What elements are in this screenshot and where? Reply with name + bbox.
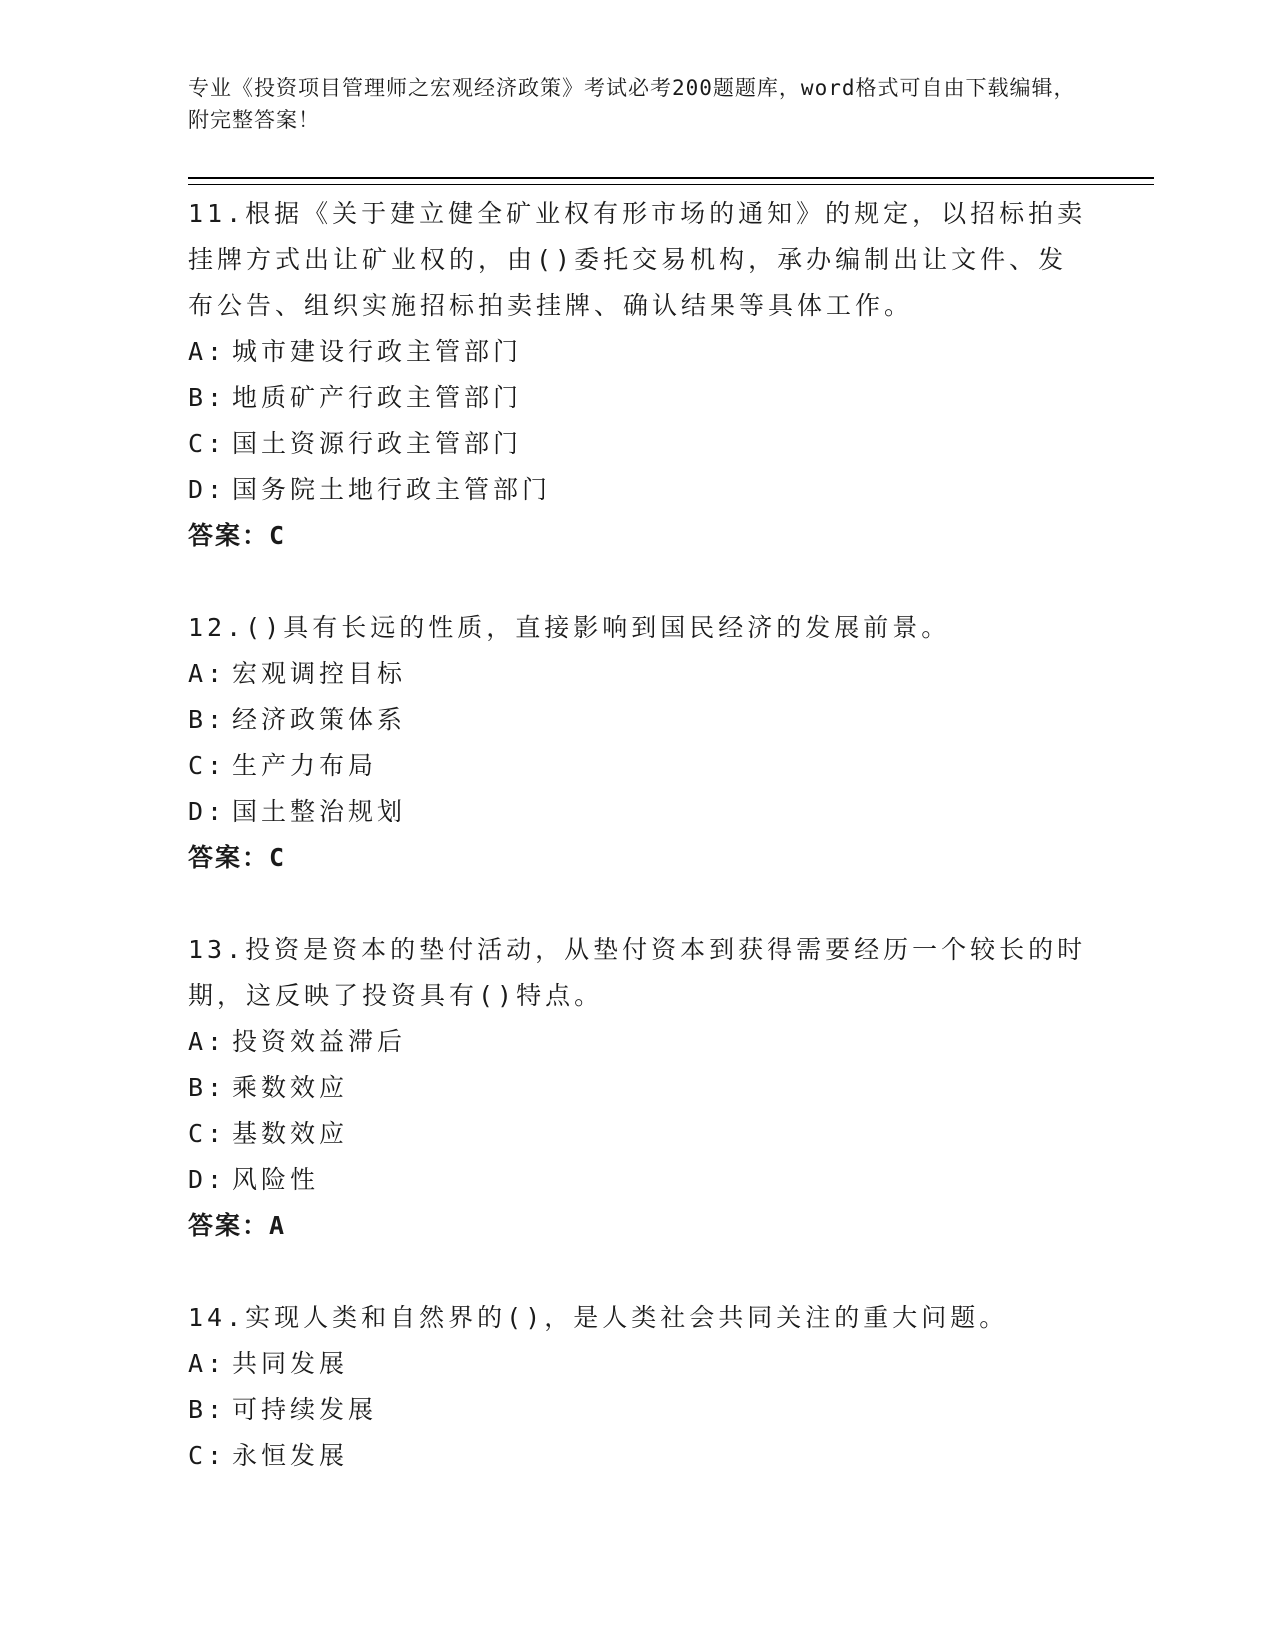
option-text: 地质矿产行政主管部门 bbox=[232, 383, 523, 412]
option-text: 国土资源行政主管部门 bbox=[232, 429, 523, 458]
option-letter: D: bbox=[188, 475, 227, 504]
option-a bbox=[188, 1341, 1088, 1387]
option-c bbox=[188, 1111, 1088, 1157]
option-text: 可持续发展 bbox=[232, 1395, 378, 1424]
document-header bbox=[188, 72, 1088, 136]
option-text: 乘数效应 bbox=[232, 1073, 349, 1102]
option-letter: A: bbox=[188, 337, 227, 366]
option-text: 投资效益滞后 bbox=[232, 1027, 407, 1056]
option-text: 城市建设行政主管部门 bbox=[232, 337, 523, 366]
option-a bbox=[188, 329, 1088, 375]
question-stem: 11.根据《关于建立健全矿业权有形市场的通知》的规定，以招标拍卖挂牌方式出让矿业权的，由()委托交易机构，承办编制出让文件、发布公告、组织实施招标拍卖挂牌、确认结果等具体工作。 bbox=[188, 199, 1087, 320]
document-title: 专业《投资项目管理师之宏观经济政策》考试必考200题题库，word格式可自由下载编辑，附完整答案！ bbox=[188, 76, 1076, 132]
option-text: 基数效应 bbox=[232, 1119, 349, 1148]
option-letter: B: bbox=[188, 1395, 227, 1424]
question-stem: 14.实现人类和自然界的()，是人类社会共同关注的重大问题。 bbox=[188, 1303, 1009, 1332]
option-c bbox=[188, 1433, 1088, 1479]
option-d bbox=[188, 1157, 1088, 1203]
question-stem: 12.()具有长远的性质，直接影响到国民经济的发展前景。 bbox=[188, 613, 951, 642]
question-list bbox=[188, 191, 1088, 1525]
option-d bbox=[188, 467, 1088, 513]
option-a bbox=[188, 1019, 1088, 1065]
question-11 bbox=[188, 191, 1088, 559]
option-b bbox=[188, 1065, 1088, 1111]
option-a bbox=[188, 651, 1088, 697]
option-d bbox=[188, 789, 1088, 835]
option-text: 共同发展 bbox=[232, 1349, 349, 1378]
option-text: 生产力布局 bbox=[232, 751, 378, 780]
header-rule-thin bbox=[188, 184, 1154, 185]
option-letter: C: bbox=[188, 1441, 227, 1470]
option-letter: B: bbox=[188, 383, 227, 412]
option-letter: B: bbox=[188, 705, 227, 734]
question-14 bbox=[188, 1295, 1088, 1479]
option-letter: A: bbox=[188, 1349, 227, 1378]
option-letter: C: bbox=[188, 429, 227, 458]
option-c bbox=[188, 743, 1088, 789]
option-letter: D: bbox=[188, 797, 227, 826]
option-text: 国土整治规划 bbox=[232, 797, 407, 826]
option-text: 国务院土地行政主管部门 bbox=[232, 475, 552, 504]
answer-line: 答案：C bbox=[188, 843, 287, 872]
question-13 bbox=[188, 927, 1088, 1249]
option-b bbox=[188, 1387, 1088, 1433]
option-text: 宏观调控目标 bbox=[232, 659, 407, 688]
answer-line: 答案：C bbox=[188, 521, 287, 550]
option-letter: D: bbox=[188, 1165, 227, 1194]
header-rule-thick bbox=[188, 177, 1154, 179]
option-letter: B: bbox=[188, 1073, 227, 1102]
option-letter: C: bbox=[188, 1119, 227, 1148]
option-text: 经济政策体系 bbox=[232, 705, 407, 734]
option-letter: A: bbox=[188, 1027, 227, 1056]
question-stem: 13.投资是资本的垫付活动，从垫付资本到获得需要经历一个较长的时期，这反映了投资具有()特点。 bbox=[188, 935, 1087, 1010]
question-12 bbox=[188, 605, 1088, 881]
option-text: 永恒发展 bbox=[232, 1441, 349, 1470]
option-text: 风险性 bbox=[232, 1165, 320, 1194]
answer-line: 答案：A bbox=[188, 1211, 287, 1240]
option-letter: C: bbox=[188, 751, 227, 780]
option-c bbox=[188, 421, 1088, 467]
option-b bbox=[188, 375, 1088, 421]
option-letter: A: bbox=[188, 659, 227, 688]
option-b bbox=[188, 697, 1088, 743]
